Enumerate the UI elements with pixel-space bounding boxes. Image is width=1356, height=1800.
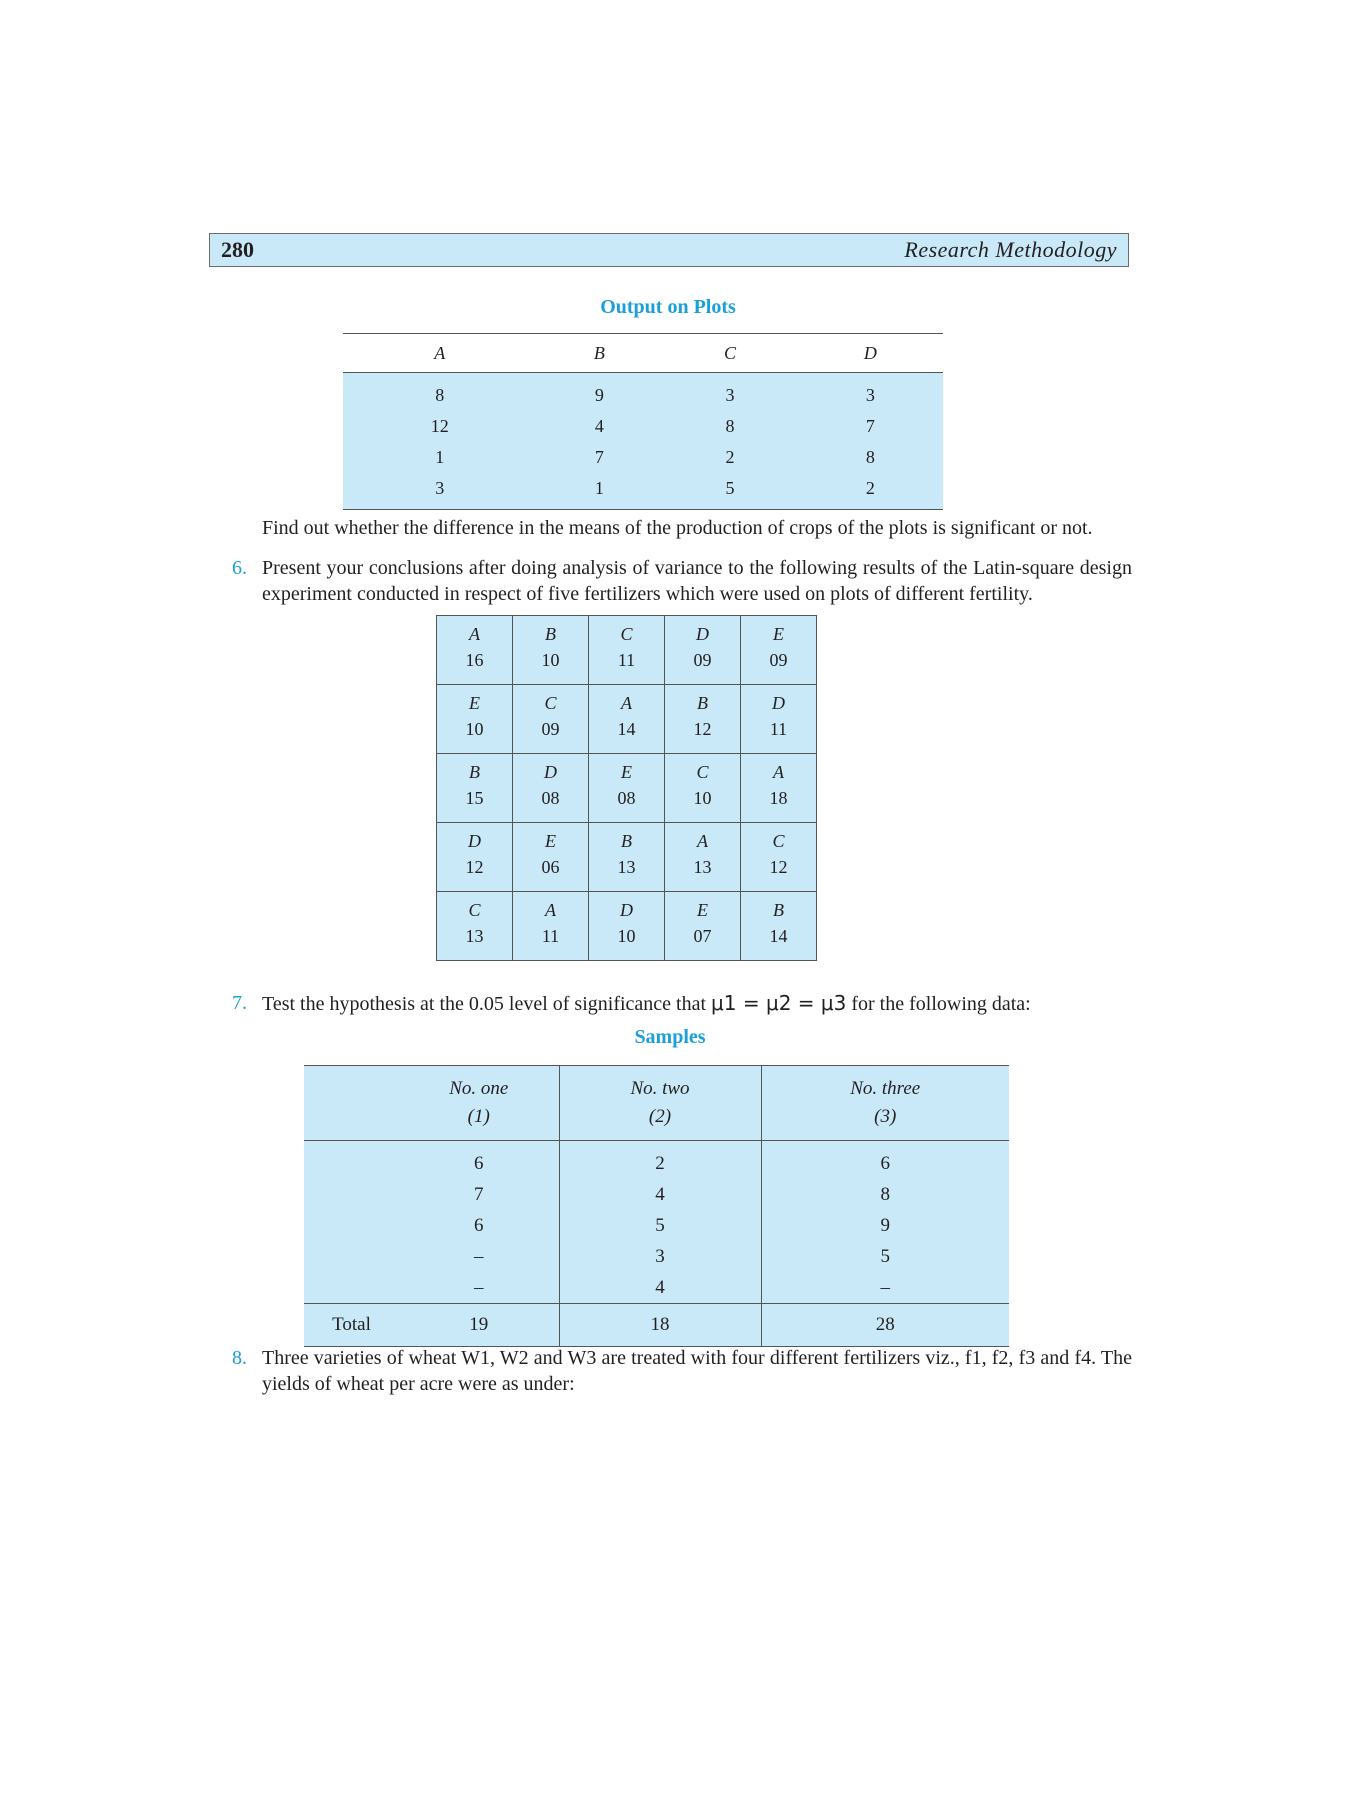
cell-value: 13 [617, 857, 636, 877]
plots-table [343, 333, 943, 510]
cell-letter: B [545, 624, 556, 644]
cell-value: 11 [769, 719, 788, 739]
table-row [437, 754, 817, 823]
table-cell [304, 1210, 399, 1241]
cell-letter: C [696, 762, 709, 782]
table-row [343, 373, 943, 412]
cell-letter: A [469, 624, 480, 644]
cell-letter: E [697, 900, 708, 920]
cell-value: 08 [617, 788, 636, 808]
table-cell: 7 [399, 1179, 559, 1210]
question-6-number: 6. [232, 557, 247, 579]
cell-letter: C [620, 624, 633, 644]
cell-value: 07 [693, 926, 712, 946]
table-cell: 1 [536, 473, 662, 510]
table-cell: 7 [798, 411, 943, 442]
plots-col-a: A [343, 334, 536, 373]
samples-header-row [304, 1066, 1009, 1141]
plots-col-b: B [536, 334, 662, 373]
table-cell [437, 616, 513, 685]
sample-two-header [559, 1066, 761, 1141]
cell-value: 08 [541, 788, 560, 808]
cell-letter: B [773, 900, 784, 920]
cell-letter: E [773, 624, 784, 644]
table-cell [589, 616, 665, 685]
question-8-text: Three varieties of wheat W1, W2 and W3 are treated with four different fertilizers viz., f1, f2, f3 and f4. The yields of wheat per acre were as under: [262, 1347, 1132, 1395]
table-cell [665, 616, 741, 685]
total-label: Total [304, 1304, 399, 1347]
cell-letter: B [697, 693, 708, 713]
table-cell [589, 892, 665, 961]
table-cell: 8 [798, 442, 943, 473]
cell-letter: D [468, 831, 481, 851]
header-number: (3) [874, 1106, 897, 1127]
cell-value: 13 [693, 857, 712, 877]
samples-caption: Samples [634, 1026, 706, 1048]
table-cell: 6 [399, 1141, 559, 1180]
plots-col-d: D [798, 334, 943, 373]
table-cell: 3 [798, 373, 943, 412]
question-7-number: 7. [232, 992, 247, 1014]
table-row [304, 1141, 1009, 1180]
cell-value: 16 [465, 650, 484, 670]
table-cell: 8 [343, 373, 536, 412]
cell-letter: C [772, 831, 785, 851]
cell-value: 10 [541, 650, 560, 670]
table-cell [513, 616, 589, 685]
cell-value: 18 [769, 788, 788, 808]
cell-letter: A [773, 762, 784, 782]
cell-value: 15 [465, 788, 484, 808]
cell-letter: A [697, 831, 708, 851]
cell-value: 14 [617, 719, 636, 739]
header-label: No. three [850, 1078, 921, 1099]
table-cell: 12 [343, 411, 536, 442]
cell-value: 09 [769, 650, 788, 670]
plots-header-row [343, 334, 943, 373]
table-cell: 5 [559, 1210, 761, 1241]
cell-value: 09 [541, 719, 560, 739]
cell-letter: A [545, 900, 556, 920]
question-5-tail: Find out whether the difference in the means of the production of crops of the plots is significant or not. [262, 517, 1093, 539]
question-7 [232, 990, 1142, 1017]
sample-one-header [399, 1066, 559, 1141]
table-cell [741, 616, 817, 685]
cell-value: 11 [617, 650, 636, 670]
table-cell [304, 1066, 399, 1141]
cell-value: 09 [693, 650, 712, 670]
table-row [304, 1272, 1009, 1304]
table-cell: 6 [761, 1141, 1009, 1180]
table-cell [304, 1141, 399, 1180]
table-row [304, 1241, 1009, 1272]
table-cell [304, 1241, 399, 1272]
cell-value: 11 [541, 926, 560, 946]
table-row [437, 616, 817, 685]
book-title: Research Methodology [904, 237, 1117, 262]
cell-value: 13 [465, 926, 484, 946]
latin-square-table [436, 615, 817, 961]
page-header [209, 233, 1129, 267]
table-cell [513, 685, 589, 754]
table-row [304, 1179, 1009, 1210]
cell-value: 12 [693, 719, 712, 739]
table-cell: – [399, 1272, 559, 1304]
table-cell: 8 [662, 411, 798, 442]
cell-letter: B [621, 831, 632, 851]
table-cell [589, 685, 665, 754]
table-cell: 7 [536, 442, 662, 473]
cell-value: 10 [693, 788, 712, 808]
table-cell: 1 [343, 442, 536, 473]
table-cell [513, 754, 589, 823]
table-cell: 4 [559, 1179, 761, 1210]
question-8 [232, 1345, 1132, 1397]
cell-value: 10 [465, 719, 484, 739]
table-cell: 9 [761, 1210, 1009, 1241]
question-8-number: 8. [232, 1347, 247, 1369]
table-cell [665, 685, 741, 754]
cell-value: 10 [617, 926, 636, 946]
table-cell: 5 [662, 473, 798, 510]
total-cell: 18 [559, 1304, 761, 1347]
cell-letter: D [620, 900, 633, 920]
table-cell [304, 1179, 399, 1210]
question-6-text: Present your conclusions after doing analysis of variance to the following results of the Latin-square design experiment conducted in respect of five fertilizers which were used on plots of different fertility. [262, 557, 1132, 605]
cell-value: 12 [465, 857, 484, 877]
table-cell: 5 [761, 1241, 1009, 1272]
cell-letter: E [469, 693, 480, 713]
table-row [343, 473, 943, 510]
table-cell: 9 [536, 373, 662, 412]
table-cell: 4 [536, 411, 662, 442]
question-7-hypothesis: μ1 = μ2 = μ3 [711, 991, 847, 1015]
plots-col-c: C [662, 334, 798, 373]
table-cell: 6 [399, 1210, 559, 1241]
total-cell: 28 [761, 1304, 1009, 1347]
question-6 [232, 555, 1132, 607]
table-cell [665, 892, 741, 961]
cell-letter: E [545, 831, 556, 851]
header-number: (2) [648, 1106, 672, 1127]
table-cell [741, 823, 817, 892]
table-cell [437, 754, 513, 823]
cell-value: 14 [769, 926, 788, 946]
table-cell [741, 892, 817, 961]
table-cell: 3 [662, 373, 798, 412]
table-row [437, 892, 817, 961]
table-cell: 2 [798, 473, 943, 510]
total-cell: 19 [399, 1304, 559, 1347]
plots-caption: Output on Plots [600, 296, 736, 318]
table-cell: 8 [761, 1179, 1009, 1210]
header-label: No. two [630, 1078, 690, 1099]
header-number: (1) [467, 1106, 490, 1127]
table-cell: 3 [343, 473, 536, 510]
question-7-text-after: for the following data: [851, 993, 1031, 1015]
cell-value: 12 [769, 857, 788, 877]
table-cell [741, 685, 817, 754]
cell-letter: B [469, 762, 480, 782]
table-cell: 2 [662, 442, 798, 473]
sample-three-header [761, 1066, 1009, 1141]
totals-row [304, 1304, 1009, 1347]
cell-letter: C [468, 900, 481, 920]
cell-value: 06 [541, 857, 560, 877]
table-cell [513, 823, 589, 892]
table-cell [589, 754, 665, 823]
table-row [437, 685, 817, 754]
table-cell [665, 823, 741, 892]
table-cell [741, 754, 817, 823]
question-7-text: Test the hypothesis at the 0.05 level of significance that [262, 993, 707, 1015]
cell-letter: D [696, 624, 709, 644]
table-cell: 2 [559, 1141, 761, 1180]
table-cell [437, 685, 513, 754]
cell-letter: E [621, 762, 632, 782]
table-cell [437, 823, 513, 892]
table-cell [437, 892, 513, 961]
header-label: No. one [449, 1078, 509, 1099]
table-cell: – [761, 1272, 1009, 1304]
table-row [437, 823, 817, 892]
cell-letter: D [772, 693, 785, 713]
table-cell: – [399, 1241, 559, 1272]
cell-letter: C [544, 693, 557, 713]
table-row [304, 1210, 1009, 1241]
table-cell [665, 754, 741, 823]
table-row [343, 411, 943, 442]
table-cell [304, 1272, 399, 1304]
table-row [343, 442, 943, 473]
samples-table [304, 1065, 1009, 1347]
table-cell: 3 [559, 1241, 761, 1272]
table-cell [589, 823, 665, 892]
page-number: 280 [221, 237, 254, 262]
cell-letter: D [544, 762, 557, 782]
table-cell [513, 892, 589, 961]
table-cell: 4 [559, 1272, 761, 1304]
cell-letter: A [621, 693, 632, 713]
